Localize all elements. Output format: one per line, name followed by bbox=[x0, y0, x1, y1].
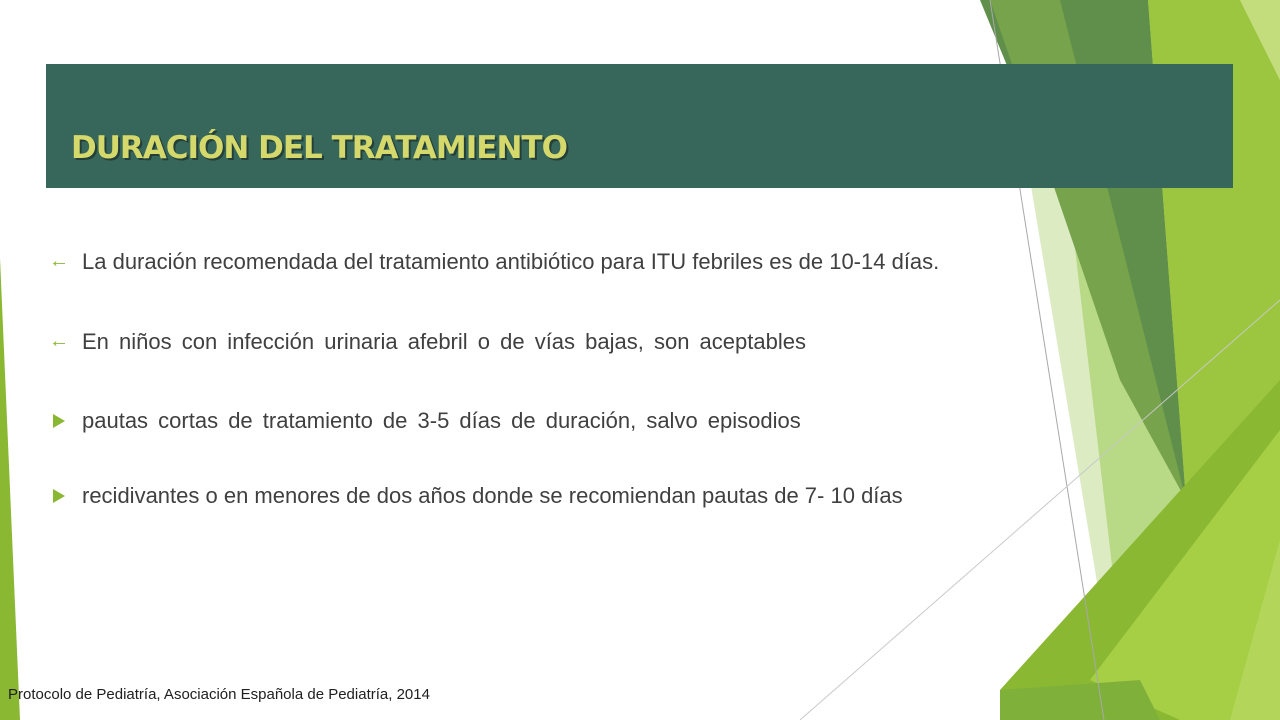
bullet-item-4 bbox=[48, 481, 968, 510]
left-arrow-icon: ← bbox=[49, 250, 69, 272]
right-triangle-icon bbox=[53, 489, 65, 503]
bullet-text-4: recidivantes o en menores de dos años donde se recomiendan pautas de 7- 10 días bbox=[82, 483, 903, 508]
bullet-item-3 bbox=[48, 406, 968, 435]
slide-title: DURACIÓN DEL TRATAMIENTO bbox=[71, 130, 567, 166]
right-triangle-icon bbox=[53, 414, 65, 428]
bullet-item-2 bbox=[48, 327, 968, 356]
bullet-text-1: La duración recomendada del tratamiento antibiótico para ITU febriles es de 10-14 días. bbox=[82, 249, 940, 274]
bullet-text-2: En niños con infección urinaria afebril o de vías bajas, son aceptables bbox=[82, 329, 806, 354]
bullet-item-1 bbox=[48, 247, 968, 276]
bullet-text-3: pautas cortas de tratamiento de 3-5 días de duración, salvo episodios bbox=[82, 408, 801, 433]
left-arrow-icon: ← bbox=[49, 330, 69, 352]
source-citation: Protocolo de Pediatría, Asociación Española de Pediatría, 2014 bbox=[8, 686, 430, 703]
title-bar bbox=[46, 64, 1233, 188]
